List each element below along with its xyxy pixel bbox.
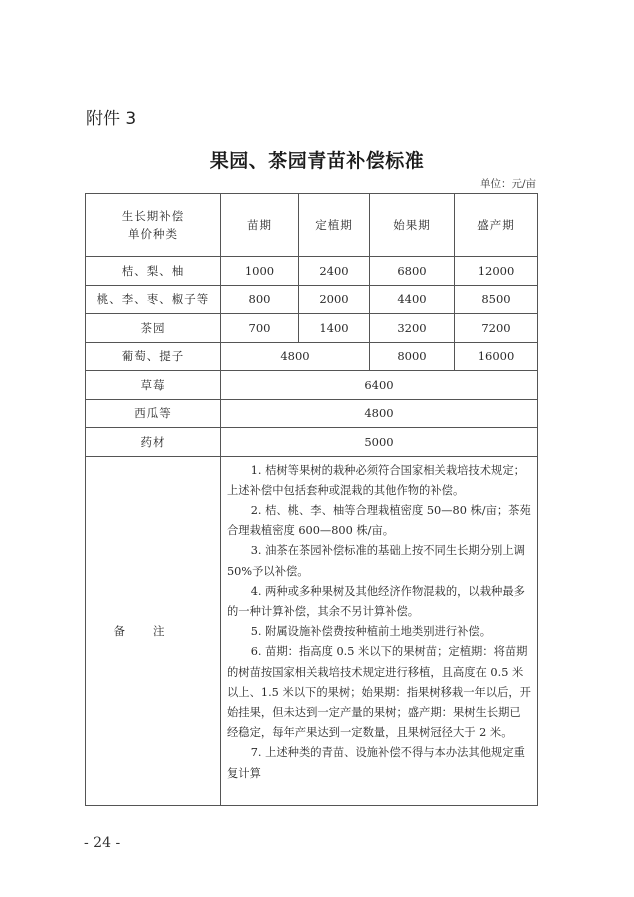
row-category: 茶园 <box>86 314 221 343</box>
cell-value: 8500 <box>455 285 538 314</box>
cell-value-merged: 5000 <box>221 428 538 457</box>
column-header-fruiting: 始果期 <box>370 194 455 257</box>
attachment-label: 附件 3 <box>86 109 137 129</box>
cell-value-merged: 4800 <box>221 399 538 428</box>
cell-value: 2400 <box>299 257 370 286</box>
table-row <box>86 371 538 400</box>
cell-value: 8000 <box>370 342 455 371</box>
cell-value-merged: 6400 <box>221 371 538 400</box>
compensation-table <box>85 193 538 806</box>
row-category: 西瓜等 <box>86 399 221 428</box>
corner-header-line2: 单价种类 <box>128 227 178 241</box>
column-header-planting: 定植期 <box>299 194 370 257</box>
page-number: - 24 - <box>84 835 121 851</box>
cell-value: 2000 <box>299 285 370 314</box>
unit-label: 单位：元/亩 <box>479 178 536 190</box>
cell-value: 1400 <box>299 314 370 343</box>
table-row <box>86 257 538 286</box>
cell-value: 800 <box>221 285 299 314</box>
table-row <box>86 342 538 371</box>
row-category: 药材 <box>86 428 221 457</box>
table-row <box>86 399 538 428</box>
table-row <box>86 285 538 314</box>
note-item: 4. 两种或多种果树及其他经济作物混栽的，以栽种最多的一种计算补偿，其余不另计算补偿。 <box>227 584 525 618</box>
note-item: 2. 桔、桃、李、柚等合理栽植密度 50—80 株/亩；茶苑合理栽植密度 600—800 株/亩。 <box>227 503 531 538</box>
notes-row <box>86 456 538 805</box>
cell-value: 7200 <box>455 314 538 343</box>
cell-value: 6800 <box>370 257 455 286</box>
notes-label: 备注 <box>86 456 221 805</box>
notes-content <box>221 456 538 805</box>
note-item: 6. 苗期：指高度 0.5 米以下的果树苗；定植期：将苗期的树苗按国家相关栽培技术规定进行移植，且高度在 0.5 米以上、1.5 米以下的果树；始果期：指果树移栽一年以后，开始挂果，但未达到一定产量的果树；盛产期：果树生长期已经稳定，每年产果达到一定数量，且果树冠径大于 2 米。 <box>227 645 531 740</box>
note-item: 5. 附属设施补偿费按种植前土地类别进行补偿。 <box>250 625 492 639</box>
row-category: 草莓 <box>86 371 221 400</box>
cell-value: 12000 <box>455 257 538 286</box>
corner-header-cell <box>86 194 221 257</box>
table-row <box>86 314 538 343</box>
column-header-seedling: 苗期 <box>221 194 299 257</box>
table-header-row <box>86 194 538 257</box>
note-item: 1. 桔树等果树的栽种必须符合国家相关栽培技术规定；上述补偿中包括套种或混栽的其他作物的补偿。 <box>227 463 525 497</box>
document-title: 果园、茶园青苗补偿标准 <box>209 150 425 172</box>
column-header-peak: 盛产期 <box>455 194 538 257</box>
cell-value: 3200 <box>370 314 455 343</box>
note-item: 3. 油茶在茶园补偿标准的基础上按不同生长期分别上调 50%予以补偿。 <box>227 544 525 578</box>
cell-value: 700 <box>221 314 299 343</box>
cell-value-merged: 4800 <box>221 342 370 371</box>
corner-header-line1: 生长期补偿 <box>121 209 185 223</box>
row-category: 葡萄、提子 <box>86 342 221 371</box>
cell-value: 16000 <box>455 342 538 371</box>
row-category: 桔、梨、柚 <box>86 257 221 286</box>
row-category: 桃、李、枣、椒子等 <box>86 285 221 314</box>
note-item: 7. 上述种类的青苗、设施补偿不得与本办法其他规定重复计算 <box>227 746 525 780</box>
table-row <box>86 428 538 457</box>
cell-value: 1000 <box>221 257 299 286</box>
cell-value: 4400 <box>370 285 455 314</box>
